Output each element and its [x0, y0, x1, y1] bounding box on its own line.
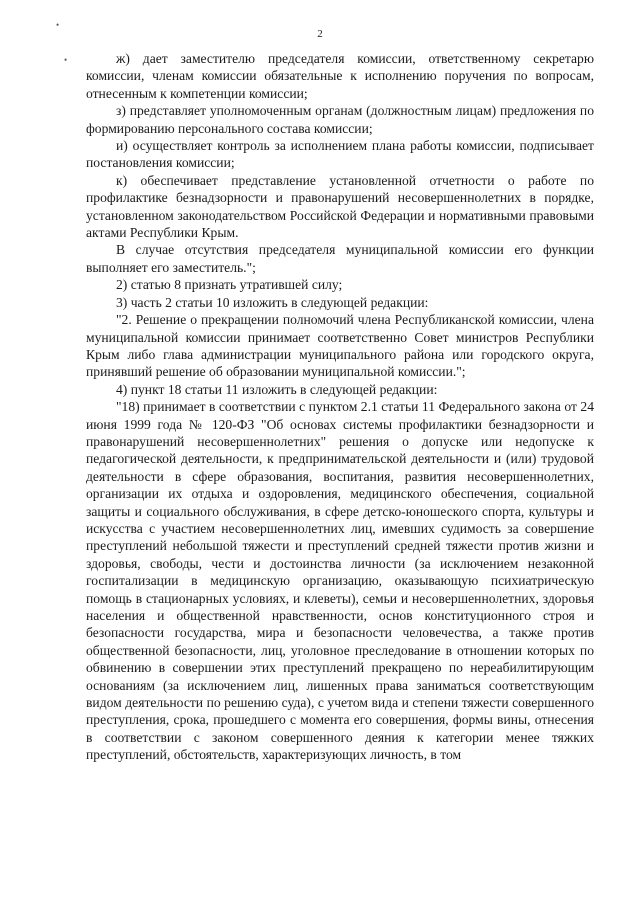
scan-mark: •	[56, 20, 60, 30]
paragraph-i: и) осуществляет контроль за исполнением плана работы комиссии, подписывает постановления комиссии;	[86, 138, 594, 171]
paragraph-article-10-text: "2. Решение о прекращении полномочий члена Республиканской комиссии, члена муниципальной комиссии принимает соответственно Совет министров Республики Крым либо глава администрации муниципального района или городского округа, принявший решение об образовании муниципальной комиссии.";	[86, 312, 594, 380]
paragraph-article-10: 3) часть 2 статьи 10 изложить в следующей редакции:	[116, 294, 429, 310]
paragraph-deputy: В случае отсутствия председателя муниципальной комиссии его функции выполняет его заместитель.";	[86, 242, 594, 275]
paragraph-z: з) представляет уполномоченным органам (должностным лицам) предложения по формированию персонального состава комиссии;	[86, 103, 594, 136]
paragraph-k: к) обеспечивает представление установленной отчетности о работе по профилактике безнадзорности и правонарушений несовершеннолетних в порядке, установленном законодательством Российской Федерации и нормативными правовыми актами Республики Крым.	[86, 172, 594, 241]
paragraph-article-11: 4) пункт 18 статьи 11 изложить в следующей редакции:	[116, 381, 438, 397]
paragraph-article-8: 2) статью 8 признать утратившей силу;	[116, 277, 343, 293]
paragraph-point-18: "18) принимает в соответствии с пунктом 2.1 статьи 11 Федерального закона от 24 июня 1999 года № 120-ФЗ "Об основах системы профилактики безнадзорности и правонарушений несовершеннолетних" решения о допуске или недопуске к педагогической деятельности, к предпринимательской деятельности и (или) трудовой деятельности в сфере образования, воспитания, развития несовершеннолетних, организации их отдыха и оздоровления, медицинского обеспечения, социальной защиты и социального обслуживания, в сфере детско-юношеского спорта, культуры и искусства с участием несовершеннолетних лиц, имевших судимость за совершение преступлений небольшой тяжести и преступлений средней тяжести против жизни и здоровья, свободы, чести и достоинства личности (за исключением незаконной госпитализации в медицинскую организацию, оказывающую психиатрическую помощь в стационарных условиях, и клеветы), семьи и несовершеннолетних, здоровья населения и общественной нравственности, основ конституционного строя и безопасности государства, мира и безопасности человечества, а также против общественной безопасности, лиц, уголовное преследование в отношении которых по обвинению в совершении этих преступлений прекращено по нереабилитирующим основаниям (за исключением лиц, лишенных права заниматься соответствующим видом деятельности по решению суда), с учетом вида и степени тяжести совершенного преступления, срока, прошедшего с момента его совершения, формы вины, отнесения в соответствии с законом совершенного деяния к категории менее тяжких преступлений, обстоятельств, характеризующих личность, в том	[86, 399, 594, 763]
scan-mark: •	[64, 55, 68, 65]
document-body	[86, 50, 594, 764]
page-number: 2	[317, 28, 323, 40]
paragraph-zh: ж) дает заместителю председателя комиссии, ответственному секретарю комиссии, членам комиссии обязательные к исполнению поручения по вопросам, отнесенным к компетенции комиссии;	[86, 51, 594, 101]
